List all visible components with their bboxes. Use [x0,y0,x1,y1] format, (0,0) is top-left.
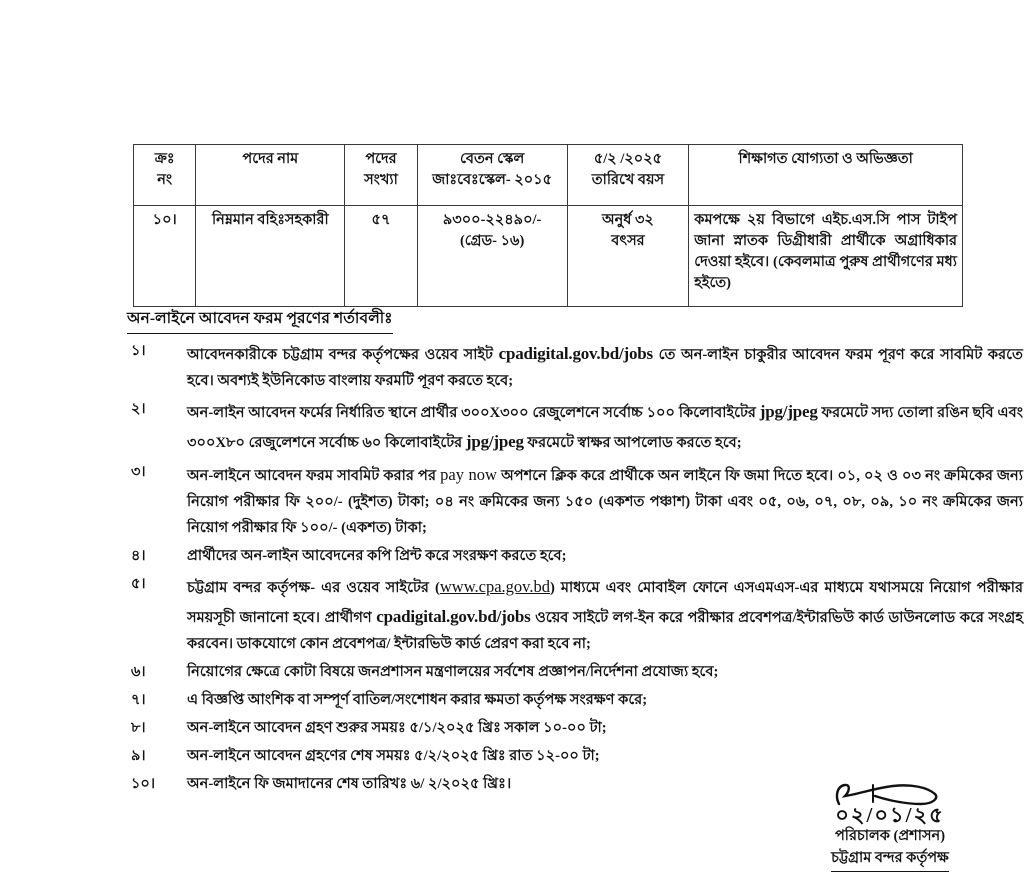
body-text: অন-লাইনে ফি জমাদানের শেষ তারিখঃ ৬/ ২/২০২৫ খ্রিঃ। [187,775,512,792]
cell-serial: ১০। [134,206,196,307]
body-text: আবেদনকারীকে চট্টগ্রাম বন্দর কর্তৃপক্ষের ওয়েব সাইট [187,347,499,363]
table-header-row [134,145,963,206]
cell-age-limit-line1: অনুর্ধ ৩২ [602,212,654,228]
header-post-count-line2: সংখ্যা [364,172,398,189]
website-url: cpadigital.gov.bd/jobs [498,344,653,363]
header-serial-line1: ক্রঃ [154,151,175,167]
website-url: cpadigital.gov.bd/jobs [376,606,531,626]
emphasis-text: স্বাক্ষর [577,435,611,452]
cell-qualification: কমপক্ষে ২য় বিভাগে এইচ.এস.সি পাস টাইপ জানা স্নাতক ডিগ্রীধারী প্রার্থীকে অগ্রাধিকার দেওয়া হইবে। (কেবলমাত্র পুরুষ প্রার্থীগণের মধ্য হইতে) [689,206,963,307]
header-age-limit-line1: ৫/২ /২০২৫ [593,151,663,167]
body-text: চট্টগ্রাম বন্দর কর্তৃপক্ষ- এর ওয়েব সাইটের ( [187,579,440,596]
condition-item [127,716,1024,742]
condition-item [127,744,1024,770]
body-text: ওয়েব সাইটে লগ-ইন করে পরীক্ষার প্রবেশপত্র/ইন্টারভিউ কার্ড ডাউনলোড করে সংগ্রহ করবেন। ডাকযোগে কোন প্রবেশপত্র/ ইন্টারভিউ কার্ড প্রেরণ করা হবে না; [187,609,1023,652]
condition-item [127,572,1024,658]
header-post-count-line1: পদের [365,151,397,167]
condition-text [187,544,1024,570]
header-qualification: শিক্ষাগত যোগ্যতা ও অভিজ্ঞতা [689,145,963,206]
condition-text [187,688,1024,714]
header-post-count [345,145,417,206]
header-post-name: পদের নাম [196,145,345,206]
body-text: অন-লাইনে আবেদন ফরম সাবমিট করার পর [187,467,441,484]
cell-pay-scale-range: ৯৩০০-২২৪৯০/- [442,212,542,228]
condition-item [127,339,1024,395]
body-text: আপলোড করতে হবে; [610,435,742,452]
condition-marker: ৭। [131,691,146,708]
job-details-table [133,144,963,307]
condition-item [127,688,1024,714]
table-head [134,145,963,206]
cell-pay-scale [417,206,567,307]
condition-marker: ১। [131,343,146,359]
condition-text [187,339,1024,395]
header-pay-scale-line2: জাঃবেঃস্কেল- ২০১৫ [432,172,552,189]
website-url-link[interactable]: www.cpa.gov.bd [439,576,550,596]
pay-now-label: pay now [440,464,497,484]
condition-item [127,660,1024,686]
condition-text [187,460,1024,542]
cell-post-count: ৫৭ [345,206,417,307]
body-text: ) মাধ্যমে এবং মোবাইল ফোনে এসএমএস-এর মাধ্যমে যথাসময়ে নিয়োগ পরীক্ষার সময়সূচী জানানো হবে। প্রার্থীগণ [187,579,1023,626]
handwritten-signature-icon [770,782,1010,808]
body-text: অন-লাইনে আবেদন গ্রহণের শেষ সময়ঃ ৫/২/২০২৫ খ্রিঃ রাত ১২-০০ টা; [187,747,600,764]
condition-marker: ৮। [131,719,146,736]
body-text: তে অন-লাইন চাকুরীর আবেদন ফরম পূরণ করে সাবমিট করতে হবে। অবশ্যই ইউনিকোড বাংলায় ফরমটি পূরণ করতে হবে; [187,347,1023,390]
cell-age-limit-line2: বৎসর [611,233,645,250]
body-text: ফরমেটে সদ্য তোলা রঙিন ছবি এবং ৩০০X৮০ রেজুলেশনে সর্বোচ্চ ৬০ কিলোবাইটের [187,405,1023,452]
condition-text [187,397,1024,458]
condition-text [187,572,1024,658]
body-text: অপশনে ক্লিক করে প্রার্থীকে অন লাইনে ফি জমা দিতে হবে। ০১, ০২ ও ০৩ নং ক্রমিকের জন্য নিয়োগ পরীক্ষার ফি ২০০/- (দুইশত) টাকা; ০৪ নং ক্রমিকের জন্য ১৫০ (একশত পঞ্চাশ) টাকা এবং ০৫, ০৬, ০৭, ০৮, ০৯, ১০ নং ক্রমিকের জন্য নিয়োগ পরীক্ষার ফি ১০০/- (একশত) টাকা; [187,467,1023,536]
website-url: jpg/jpeg [759,402,818,422]
signature-block [770,782,1010,872]
table-row [134,206,963,307]
condition-marker: ৫। [131,575,146,592]
condition-marker: ২। [131,401,146,418]
cell-post-name: নিম্নমান বহিঃসহকারী [196,206,345,307]
conditions-section [127,306,1024,800]
condition-text [187,716,1024,742]
condition-marker: ৪। [131,547,146,564]
body-text: প্রার্থীদের অন-লাইন আবেদনের কপি প্রিন্ট করে সংরক্ষণ করতে হবে; [187,547,567,564]
signature-organization: চট্টগ্রাম বন্দর কর্তৃপক্ষ [831,848,949,872]
conditions-list [127,339,1024,798]
header-serial-line2: নং [157,172,173,189]
signature-date: ০২/০১/২৫ [835,803,945,827]
condition-marker: ৯। [131,747,146,764]
condition-text [187,744,1024,770]
body-text: অন-লাইন আবেদন ফর্মের নির্ধারিত স্থানে প্রার্থীর ৩০০X৩০০ রেজুলেশনে সর্বোচ্চ ১০০ কিলোবাইটের [187,405,760,422]
body-text: নিয়োগের ক্ষেত্রে কোটা বিষয়ে জনপ্রশাসন মন্ত্রণালয়ের সর্বশেষ প্রজ্ঞাপন/নির্দেশনা প্রযোজ্য হবে; [187,663,719,680]
header-serial [134,145,196,206]
table-body [134,206,963,307]
conditions-heading: অন-লাইনে আবেদন ফরম পূরণের শর্তাবলীঃ [127,306,393,334]
header-age-limit-line2: তারিখে বয়স [591,172,665,189]
body-text: ফরমেটে [523,435,578,452]
signature-role: পরিচালক (প্রশাসন) [834,828,946,845]
job-table-container [133,144,963,307]
cell-age-limit [567,206,689,307]
header-pay-scale [417,145,567,206]
header-pay-scale-line1: বেতন স্কেল [460,151,525,167]
condition-text [187,660,1024,686]
cell-pay-scale-grade: (গ্রেড- ১৬) [459,233,525,250]
condition-marker: ৬। [131,663,146,680]
header-age-limit [567,145,689,206]
body-text: এ বিজ্ঞপ্তি আংশিক বা সম্পূর্ণ বাতিল/সংশোধন করার ক্ষমতা কর্তৃপক্ষ সংরক্ষণ করে; [187,691,648,708]
body-text: অন-লাইনে আবেদন গ্রহণ শুরুর সময়ঃ ৫/১/২০২৫ খ্রিঃ সকাল ১০-০০ টা; [187,719,607,736]
website-url: jpg/jpeg [465,432,524,452]
condition-item [127,544,1024,570]
condition-item [127,397,1024,458]
condition-item [127,460,1024,542]
condition-marker: ৩। [131,463,146,480]
condition-marker: ১০। [131,775,156,792]
